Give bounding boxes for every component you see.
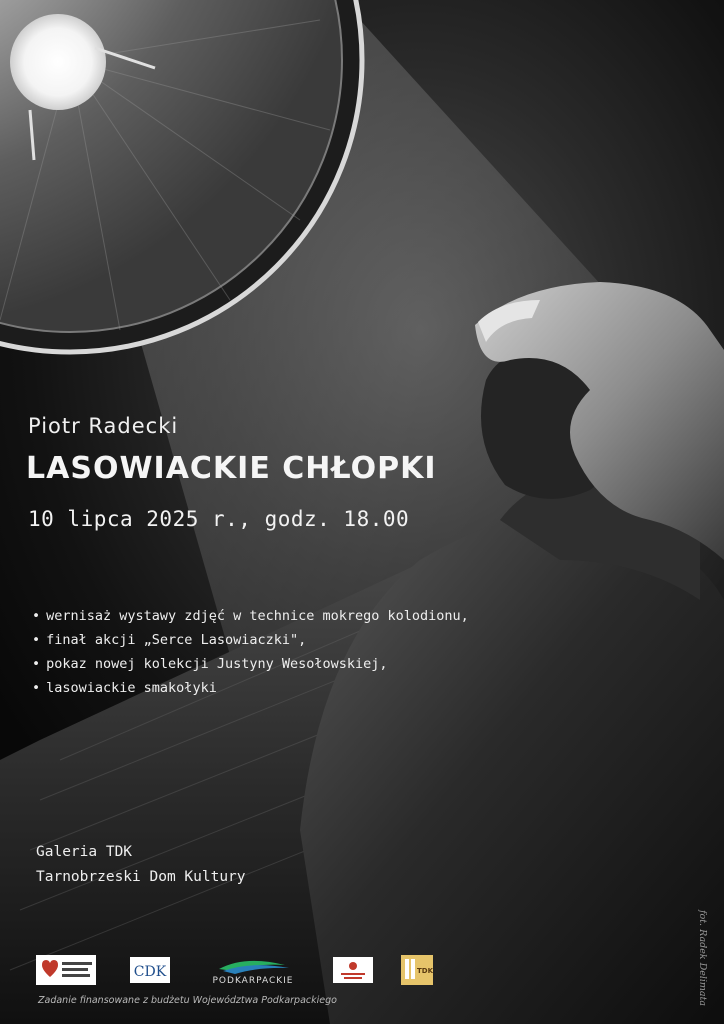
venue <box>36 840 246 890</box>
svg-text:TDK: TDK <box>416 967 433 975</box>
program-item: • finał akcji „Serce Lasowiaczki", <box>32 628 469 652</box>
photo-credit: fot. Radek Delimata <box>697 910 708 1007</box>
festiwal-kultury-lasowiackiej-logo <box>36 955 96 985</box>
event-title: LASOWIACKIE CHŁOPKI <box>26 451 437 486</box>
podkarpackie-logo <box>205 955 301 985</box>
program-item: • pokaz nowej kolekcji Justyny Wesołowskiej, <box>32 652 469 676</box>
cdk-logo <box>130 955 170 985</box>
event-date: 10 lipca 2025 r., godz. 18.00 <box>28 507 410 531</box>
svg-text:CDK: CDK <box>133 964 167 980</box>
svg-text:PODKARPACKIE: PODKARPACKIE <box>212 976 294 985</box>
lasowiacki-logo <box>333 955 373 985</box>
program-item: • wernisaż wystawy zdjęć w technice mokrego kolodionu, <box>32 604 469 628</box>
funding-note: Zadanie finansowane z budżetu Województwa Podkarpackiego <box>38 995 337 1006</box>
tdk-logo <box>401 955 433 985</box>
venue-name: Galeria TDK <box>36 844 133 860</box>
program-item: • lasowiackie smakołyki <box>32 676 469 700</box>
author-name: Piotr Radecki <box>28 414 179 438</box>
program-list <box>32 604 469 700</box>
venue-institution: Tarnobrzeski Dom Kultury <box>36 869 246 885</box>
